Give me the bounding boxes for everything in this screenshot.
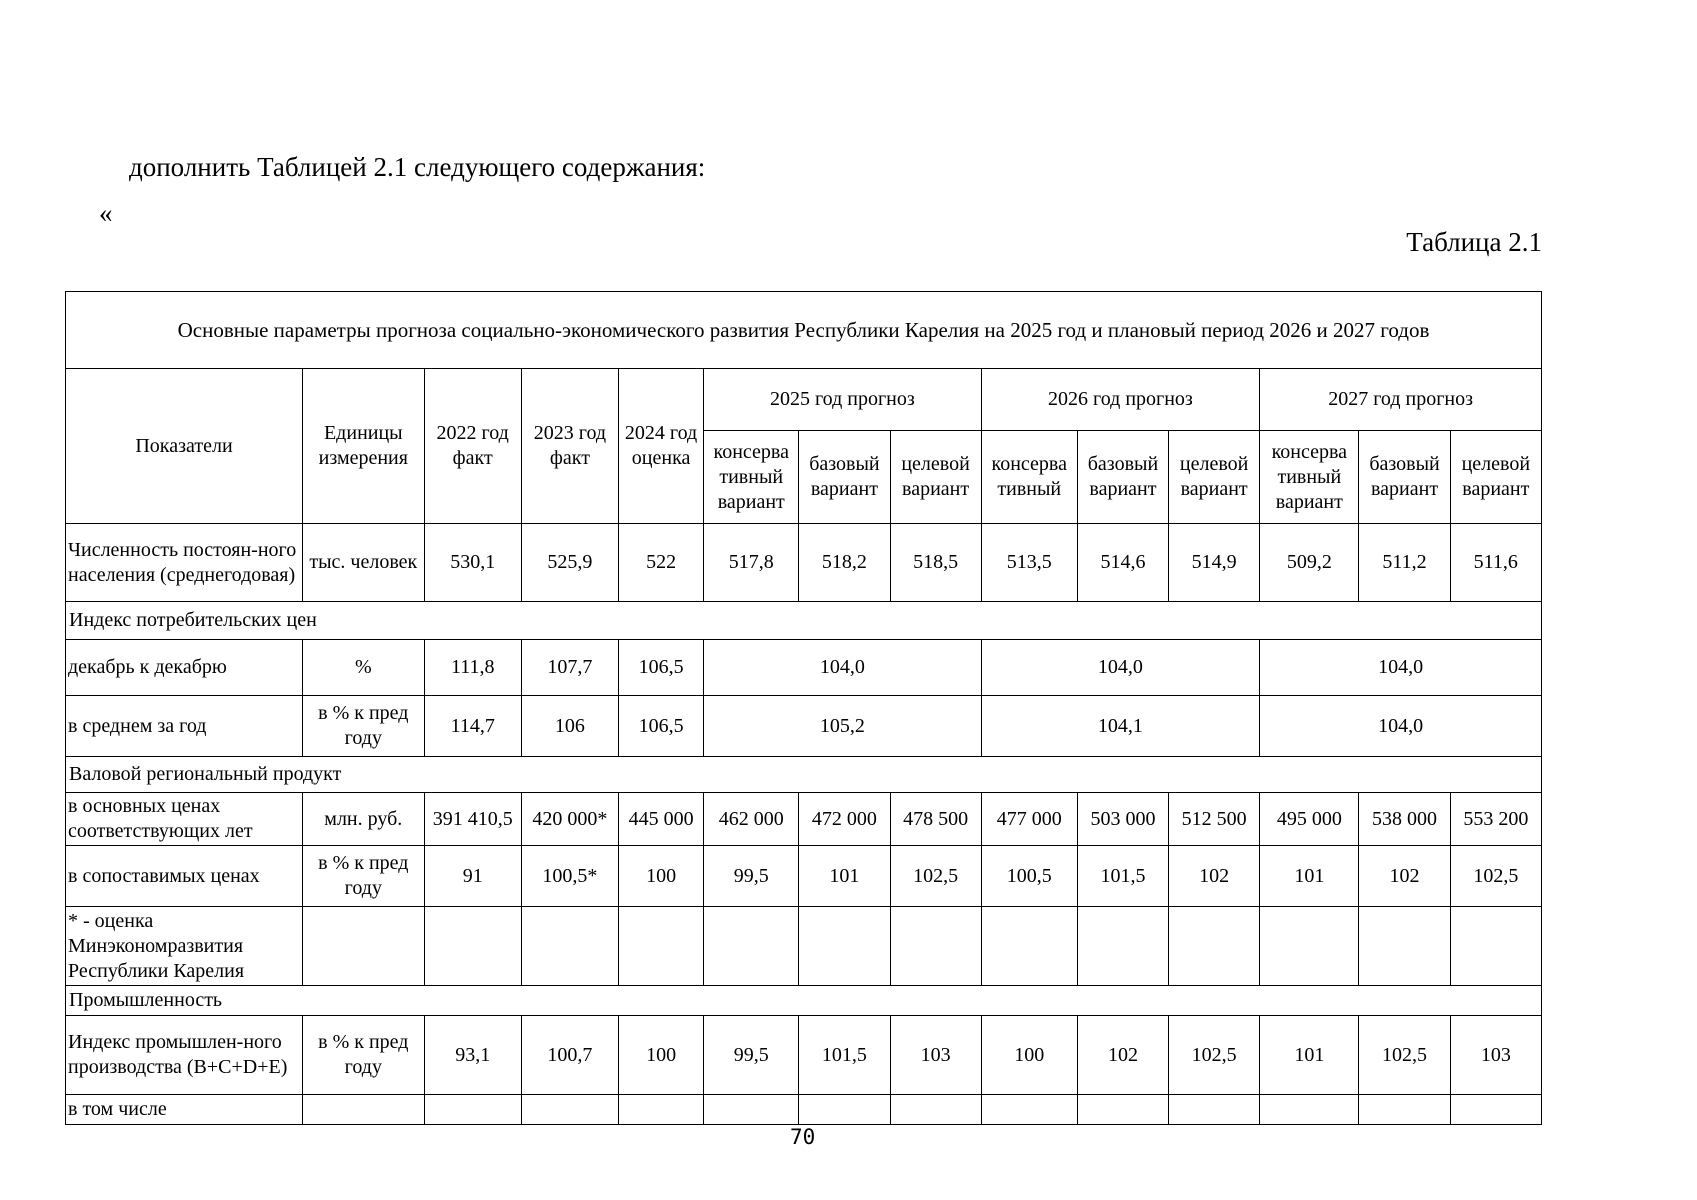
cell: 106,5 [619, 640, 704, 696]
cell: 518,5 [890, 524, 981, 602]
header-units: Единицы измерения [303, 369, 425, 524]
cell-merged-2027: 104,0 [1260, 696, 1542, 757]
header-2025-base: базовый вариант [799, 431, 890, 524]
cell: 103 [890, 1016, 981, 1095]
section-grp: Валовой региональный продукт [66, 757, 1542, 793]
cell: 100,7 [521, 1016, 618, 1095]
cell: 99,5 [704, 1016, 799, 1095]
table-title: Основные параметры прогноза социально-экономического развития Республики Карелия на 2025 год и плановый период 2026 и 2027 годов [66, 292, 1542, 369]
row-label: Индекс промышлен-ного производства (B+C+D+E) [66, 1016, 303, 1095]
header-2027-conservative: консерва тивный вариант [1260, 431, 1359, 524]
table-row-footnote [66, 907, 1542, 986]
cell: 101,5 [799, 1016, 890, 1095]
cell: 514,6 [1077, 524, 1168, 602]
header-2025-conservative: консерва тивный вариант [704, 431, 799, 524]
header-forecast-2026: 2026 год прогноз [981, 369, 1260, 431]
opening-quote: « [99, 198, 113, 228]
cell: 101 [1260, 846, 1359, 907]
cell: 462 000 [704, 793, 799, 846]
cell: 106 [521, 696, 618, 757]
section-row [66, 986, 1542, 1016]
forecast-table [65, 291, 1542, 1125]
cell: 103 [1450, 1016, 1541, 1095]
cell: 102 [1169, 846, 1260, 907]
header-2027-base: базовый вариант [1359, 431, 1450, 524]
row-unit: млн. руб. [303, 793, 425, 846]
header-2022: 2022 год факт [424, 369, 521, 524]
table-row [66, 640, 1542, 696]
cell: 100,5* [521, 846, 618, 907]
cell: 525,9 [521, 524, 618, 602]
header-forecast-2027: 2027 год прогноз [1260, 369, 1542, 431]
cell: 511,2 [1359, 524, 1450, 602]
cell: 102,5 [1169, 1016, 1260, 1095]
row-label: декабрь к декабрю [66, 640, 303, 696]
cell: 102,5 [1359, 1016, 1450, 1095]
table-row [66, 696, 1542, 757]
header-2025-target: целевой вариант [890, 431, 981, 524]
section-row [66, 602, 1542, 640]
cell: 93,1 [424, 1016, 521, 1095]
header-2024: 2024 год оценка [619, 369, 704, 524]
cell: 100 [619, 1016, 704, 1095]
cell: 445 000 [619, 793, 704, 846]
row-label: Численность постоян-ного населения (среднегодовая) [66, 524, 303, 602]
row-unit: тыс. человек [303, 524, 425, 602]
cell: 522 [619, 524, 704, 602]
table-row [66, 524, 1542, 602]
cell: 114,7 [424, 696, 521, 757]
intro-text: дополнить Таблицей 2.1 следующего содержания: [129, 152, 706, 182]
cell: 477 000 [981, 793, 1077, 846]
cell: 101 [799, 846, 890, 907]
cell: 101,5 [1077, 846, 1168, 907]
cell: 517,8 [704, 524, 799, 602]
table-row-including [66, 1095, 1542, 1125]
row-label: в сопоставимых ценах [66, 846, 303, 907]
cell: 538 000 [1359, 793, 1450, 846]
cell: 106,5 [619, 696, 704, 757]
cell: 107,7 [521, 640, 618, 696]
section-industry: Промышленность [66, 986, 1542, 1016]
table-row [66, 1016, 1542, 1095]
cell: 102,5 [1450, 846, 1541, 907]
cell: 101 [1260, 1016, 1359, 1095]
cell: 511,6 [1450, 524, 1541, 602]
cell: 102 [1359, 846, 1450, 907]
cell-merged-2027: 104,0 [1260, 640, 1542, 696]
cell-merged-2026: 104,0 [981, 640, 1260, 696]
table-title-row [66, 292, 1542, 369]
cell: 472 000 [799, 793, 890, 846]
header-row-1 [66, 369, 1542, 431]
section-row [66, 757, 1542, 793]
footnote: * - оценка Минэкономразвития Республики Карелия [66, 907, 303, 986]
cell: 503 000 [1077, 793, 1168, 846]
table-row [66, 793, 1542, 846]
row-unit: в % к пред году [303, 846, 425, 907]
cell-merged-2025: 105,2 [704, 696, 982, 757]
section-cpi: Индекс потребительских цен [66, 602, 1542, 640]
page-number: 70 [790, 1125, 816, 1149]
cell: 514,9 [1169, 524, 1260, 602]
cell-merged-2026: 104,1 [981, 696, 1260, 757]
header-2027-target: целевой вариант [1450, 431, 1541, 524]
cell: 100,5 [981, 846, 1077, 907]
cell: 391 410,5 [424, 793, 521, 846]
cell: 102 [1077, 1016, 1168, 1095]
cell-merged-2025: 104,0 [704, 640, 982, 696]
cell: 100 [981, 1016, 1077, 1095]
row-label-including: в том числе [66, 1095, 303, 1125]
header-2026-conservative: консерва тивный [981, 431, 1077, 524]
cell: 478 500 [890, 793, 981, 846]
row-unit: % [303, 640, 425, 696]
cell: 111,8 [424, 640, 521, 696]
header-forecast-2025: 2025 год прогноз [704, 369, 982, 431]
cell: 100 [619, 846, 704, 907]
header-2026-base: базовый вариант [1077, 431, 1168, 524]
header-2023: 2023 год факт [521, 369, 618, 524]
cell: 102,5 [890, 846, 981, 907]
cell: 553 200 [1450, 793, 1541, 846]
header-2026-target: целевой вариант [1169, 431, 1260, 524]
row-unit: в % к пред году [303, 1016, 425, 1095]
cell: 99,5 [704, 846, 799, 907]
cell: 495 000 [1260, 793, 1359, 846]
cell: 512 500 [1169, 793, 1260, 846]
row-label: в основных ценах соответствующих лет [66, 793, 303, 846]
header-indicators: Показатели [66, 369, 303, 524]
cell: 91 [424, 846, 521, 907]
cell: 513,5 [981, 524, 1077, 602]
table-row [66, 846, 1542, 907]
cell: 530,1 [424, 524, 521, 602]
row-label: в среднем за год [66, 696, 303, 757]
cell: 509,2 [1260, 524, 1359, 602]
cell: 518,2 [799, 524, 890, 602]
cell: 420 000* [521, 793, 618, 846]
row-unit: в % к пред году [303, 696, 425, 757]
table-label: Таблица 2.1 [1406, 227, 1542, 257]
